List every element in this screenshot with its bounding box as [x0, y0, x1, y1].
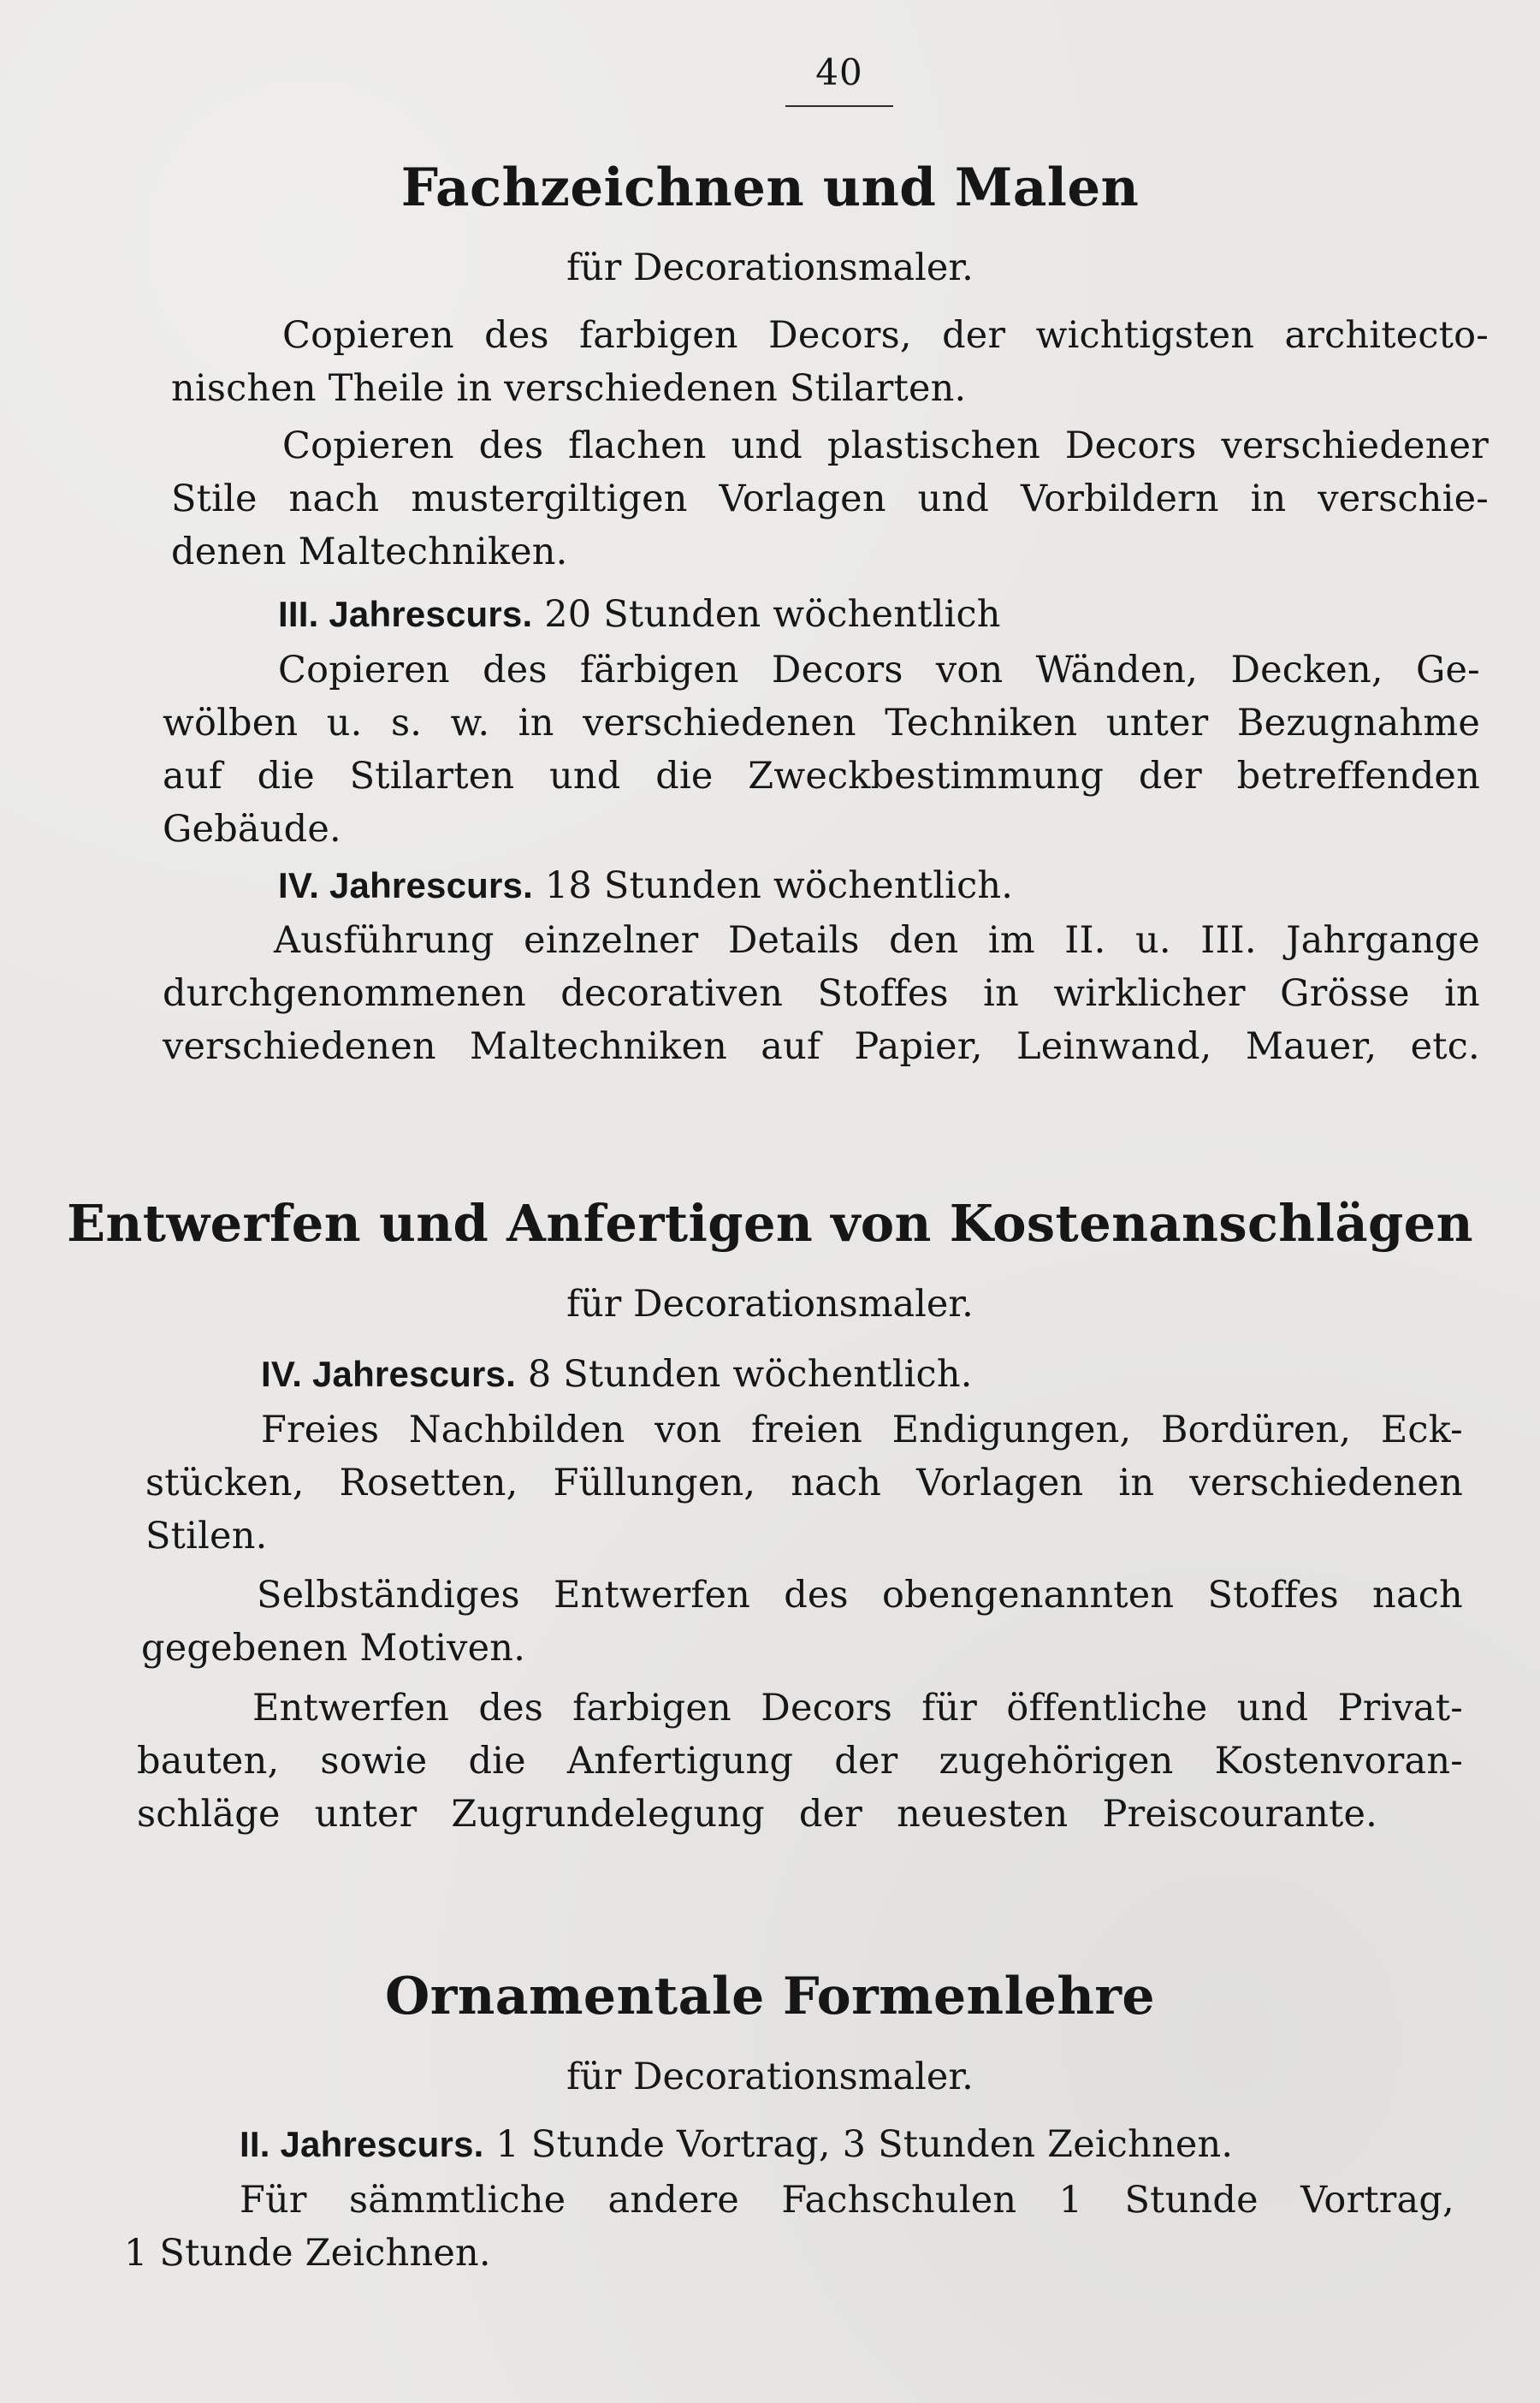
paragraph-line: Stile nach mustergiltigen Vorlagen und Vorbildern in verschie- [171, 478, 1489, 520]
paragraph-line: verschiedenen Maltechniken auf Papier, Leinwand, Mauer, etc. [163, 1025, 1480, 1068]
paragraph-line: durchgenommenen decorativen Stoffes in wirklicher Grösse in [163, 972, 1480, 1015]
section-title: Entwerfen und Anfertigen von Kostenanschlägen [67, 1194, 1473, 1253]
course-label: IV. Jahrescurs. [261, 1354, 516, 1394]
paragraph-line: Copieren des färbigen Decors von Wänden, Decken, Ge- [278, 649, 1480, 691]
course-hours: 18 Stunden wöchentlich. [532, 864, 1014, 907]
paragraph-line: 1 Stunde Zeichnen. [124, 2232, 491, 2275]
paragraph-line: Selbständiges Entwerfen des obengenannten Stoffes nach [257, 1574, 1463, 1617]
paragraph-line: Für sämmtliche andere Fachschulen 1 Stunde Vortrag, [240, 2179, 1454, 2222]
course-line [278, 862, 1305, 910]
page-number: 40 [815, 51, 863, 93]
section-subtitle: für Decorationsmaler. [566, 1283, 974, 1326]
course-line [240, 2121, 1352, 2169]
paragraph-line: nischen Theile in verschiedenen Stilarten. [171, 367, 967, 410]
paragraph-line: Copieren des flachen und plastischen Decors verschiedener [282, 424, 1489, 467]
paragraph-line: Gebäude. [163, 808, 341, 851]
course-line [278, 590, 1305, 638]
paragraph-line: denen Maltechniken. [171, 531, 568, 573]
section-subtitle: für Decorationsmaler. [566, 2056, 974, 2098]
course-hours: 20 Stunden wöchentlich [532, 593, 1001, 636]
paragraph-line: Ausführung einzelner Details den im II. u. III. Jahrgange [274, 919, 1480, 962]
paragraph-line: Entwerfen des farbigen Decors für öffentliche und Privat- [252, 1687, 1463, 1730]
paragraph-line: schläge unter Zugrundelegung der neuesten Preiscourante. [137, 1793, 1377, 1836]
course-hours: 8 Stunden wöchentlich. [515, 1353, 973, 1396]
paragraph-line: auf die Stilarten und die Zweckbestimmung der betreffenden [163, 755, 1480, 798]
paragraph-line: stücken, Rosetten, Füllungen, nach Vorlagen in verschiedenen [145, 1462, 1463, 1504]
course-hours: 1 Stunde Vortrag, 3 Stunden Zeichnen. [483, 2123, 1234, 2166]
section-title: Fachzeichnen und Malen [400, 157, 1140, 218]
page-number-rule [785, 105, 893, 107]
course-label: IV. Jahrescurs. [278, 865, 533, 905]
paragraph-line: Copieren des farbigen Decors, der wichtigsten architecto- [282, 314, 1489, 357]
paragraph-line: Freies Nachbilden von freien Endigungen, Bordüren, Eck- [261, 1409, 1463, 1451]
course-label: II. Jahrescurs. [240, 2124, 484, 2164]
paragraph-line: bauten, sowie die Anfertigung der zugehörigen Kostenvoran- [137, 1740, 1463, 1783]
paragraph-line: Stilen. [145, 1515, 268, 1558]
section-subtitle: für Decorationsmaler. [566, 246, 974, 289]
course-label: III. Jahrescurs. [278, 594, 533, 634]
paragraph-line: gegebenen Motiven. [141, 1627, 526, 1670]
paragraph-line: wölben u. s. w. in verschiedenen Techniken unter Bezugnahme [163, 702, 1480, 745]
course-line [261, 1350, 1288, 1398]
section-title: Ornamentale Formenlehre [385, 1967, 1155, 2026]
